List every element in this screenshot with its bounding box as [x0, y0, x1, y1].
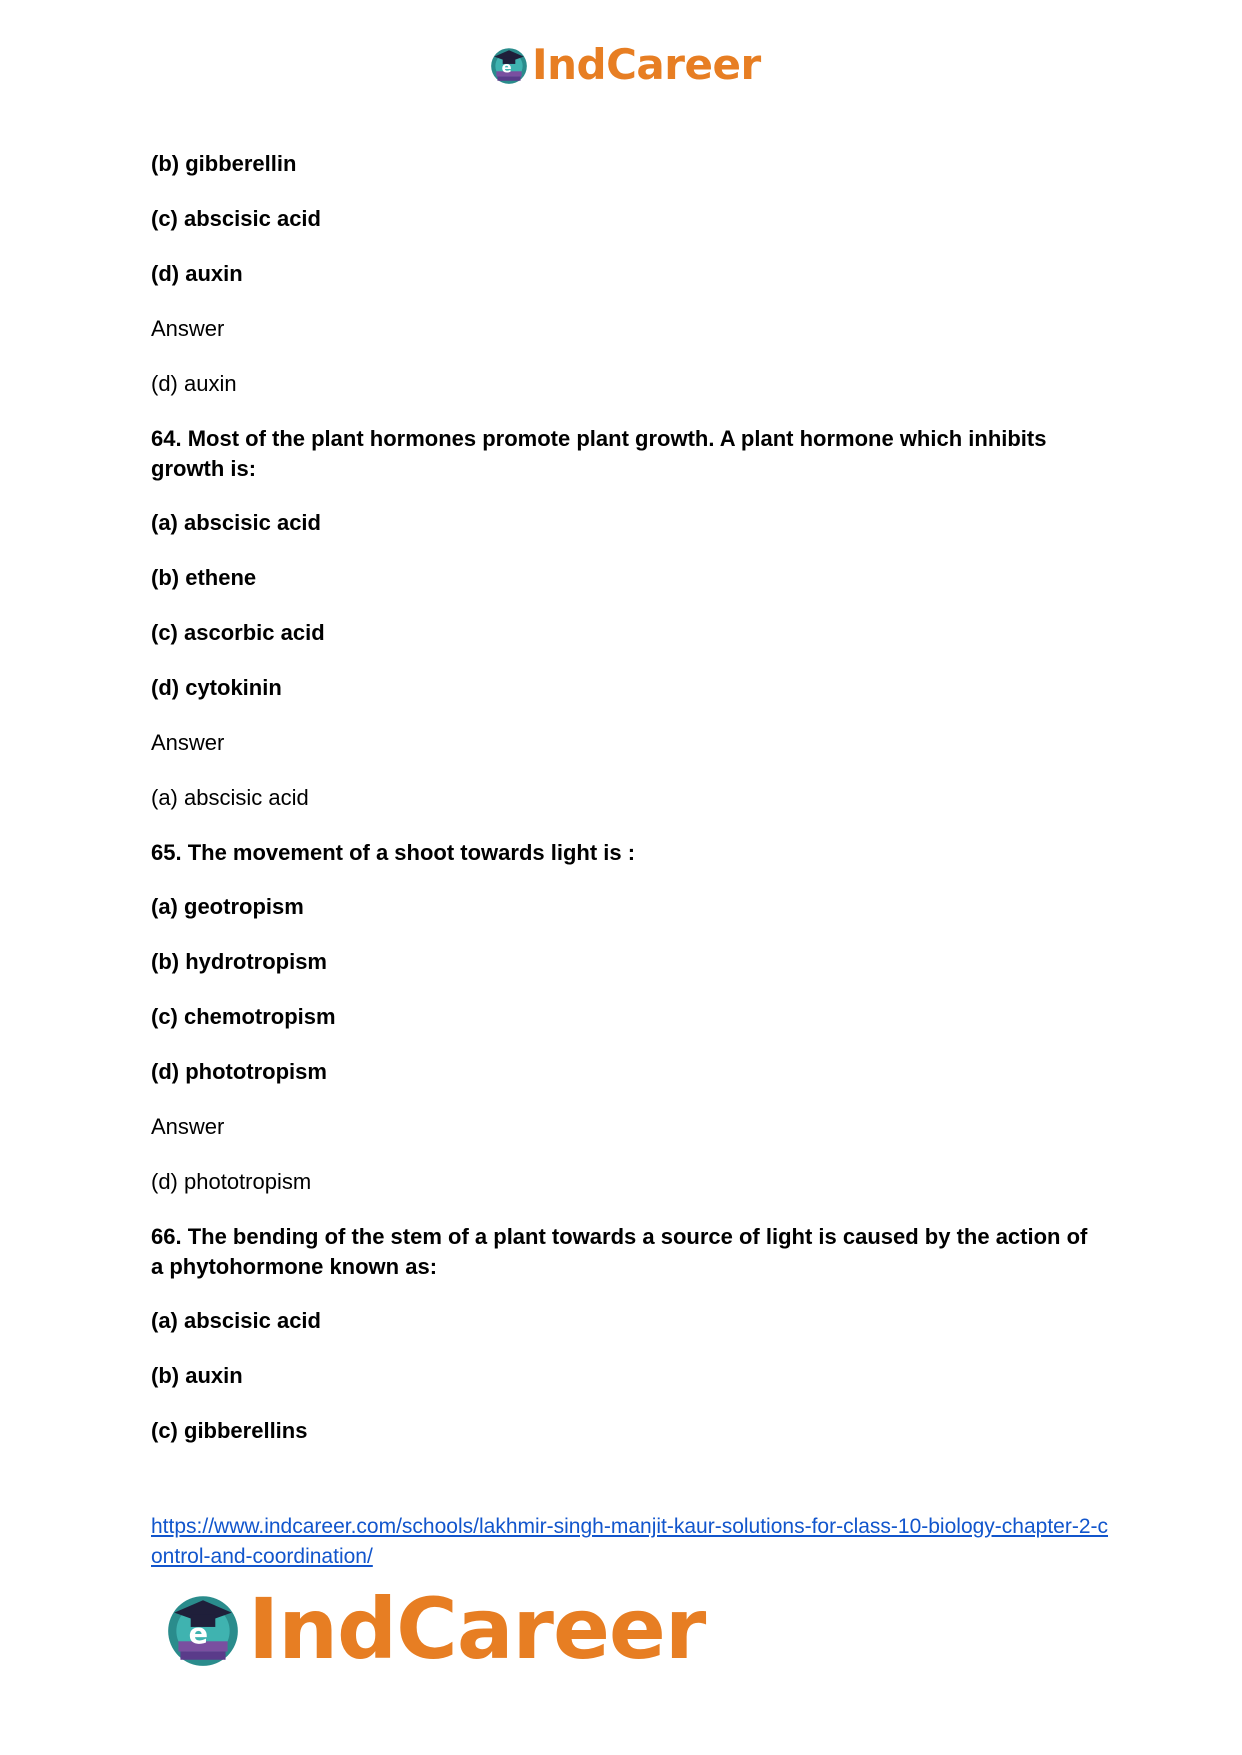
answer-option: (d) phototropism	[151, 1059, 327, 1084]
answer-option: (a) abscisic acid	[151, 1308, 321, 1333]
footer-logo	[162, 1580, 706, 1678]
logo-wordmark: IndCareer	[532, 40, 761, 89]
header-logo	[488, 42, 761, 88]
answer-option: (a) abscisic acid	[151, 510, 321, 535]
answer-option: (b) gibberellin	[151, 151, 297, 176]
graduation-cap-books-icon	[488, 44, 530, 86]
answer-text: (a) abscisic acid	[151, 785, 309, 810]
answer-text: (d) auxin	[151, 371, 237, 396]
logo-wordmark: IndCareer	[248, 1580, 706, 1678]
question-text: 64. Most of the plant hormones promote plant growth. A plant hormone which inhibits growth is:	[151, 426, 1047, 481]
answer-text: (d) phototropism	[151, 1169, 312, 1194]
source-link[interactable]: https://www.indcareer.com/schools/lakhmir-singh-manjit-kaur-solutions-for-class-10-biology-chapter-2-control-and-coordination/	[151, 1515, 1109, 1568]
answer-option: (a) geotropism	[151, 894, 304, 919]
question-text: 65. The movement of a shoot towards light is :	[151, 840, 636, 865]
question-text: 66. The bending of the stem of a plant towards a source of light is caused by the action of a phytohormone known as:	[151, 1224, 1088, 1279]
document-body	[151, 149, 1101, 1471]
graduation-cap-books-icon	[162, 1588, 244, 1670]
answer-label: Answer	[151, 316, 225, 341]
svg-text:e: e	[188, 1616, 209, 1651]
svg-text:e: e	[501, 59, 512, 77]
answer-option: (b) auxin	[151, 1363, 243, 1388]
answer-label: Answer	[151, 1114, 225, 1139]
answer-option: (c) chemotropism	[151, 1004, 336, 1029]
answer-option: (c) abscisic acid	[151, 206, 321, 231]
answer-option: (c) ascorbic acid	[151, 620, 325, 645]
answer-option: (d) auxin	[151, 261, 243, 286]
answer-option: (d) cytokinin	[151, 675, 282, 700]
answer-option: (c) gibberellins	[151, 1418, 308, 1443]
answer-label: Answer	[151, 730, 225, 755]
answer-option: (b) ethene	[151, 565, 257, 590]
answer-option: (b) hydrotropism	[151, 949, 327, 974]
